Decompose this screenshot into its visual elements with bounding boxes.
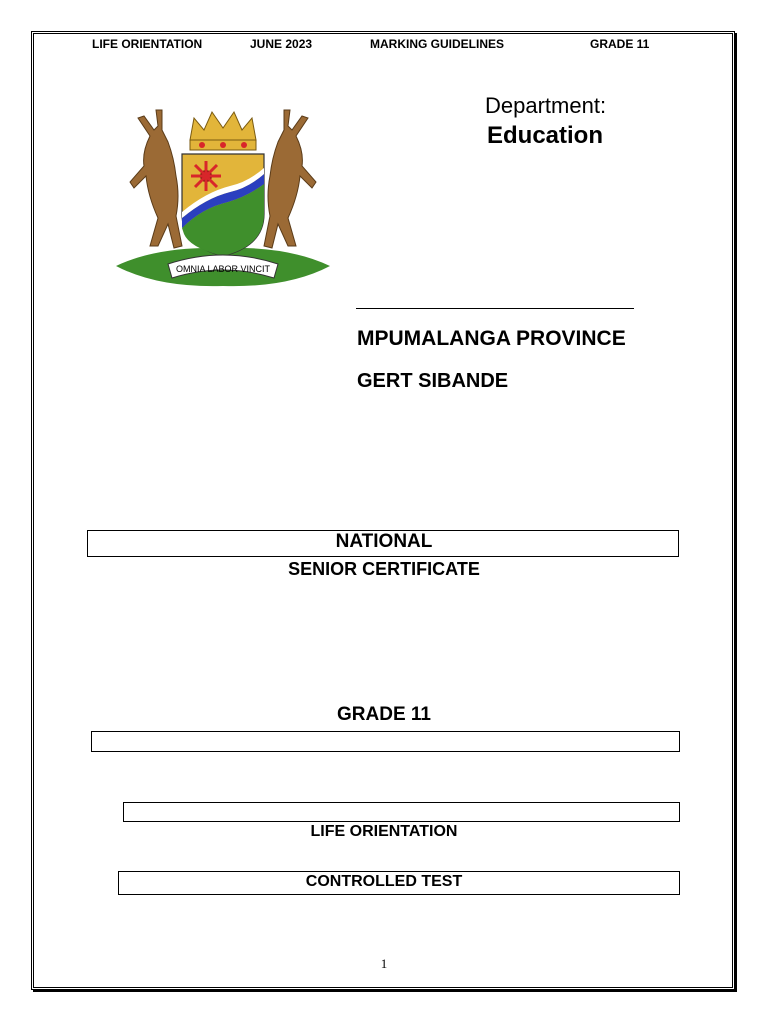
district-title: GERT SIBANDE	[357, 370, 509, 392]
coat-of-arms-logo	[98, 96, 348, 296]
test-title: CONTROLLED TEST	[305, 873, 463, 890]
grade-title: GRADE 11	[337, 704, 431, 725]
subject-box	[123, 802, 680, 822]
page-header	[0, 37, 768, 53]
certificate-line-2: SENIOR CERTIFICATE	[288, 559, 480, 579]
header-doc-type: MARKING GUIDELINES	[370, 37, 505, 51]
department-name: Education	[487, 122, 604, 149]
signature-line	[356, 308, 634, 309]
crest-motto: OMNIA LABOR VINCIT	[175, 264, 271, 274]
page-number: 1	[380, 956, 388, 971]
grade-box	[91, 731, 680, 752]
header-subject: LIFE ORIENTATION	[92, 37, 203, 51]
department-label: Department:	[485, 93, 607, 118]
certificate-line-1: NATIONAL	[335, 531, 433, 552]
header-date: JUNE 2023	[250, 37, 313, 51]
province-title: MPUMALANGA PROVINCE	[357, 327, 626, 350]
subject-title: LIFE ORIENTATION	[310, 823, 458, 840]
header-grade: GRADE 11	[590, 37, 650, 51]
